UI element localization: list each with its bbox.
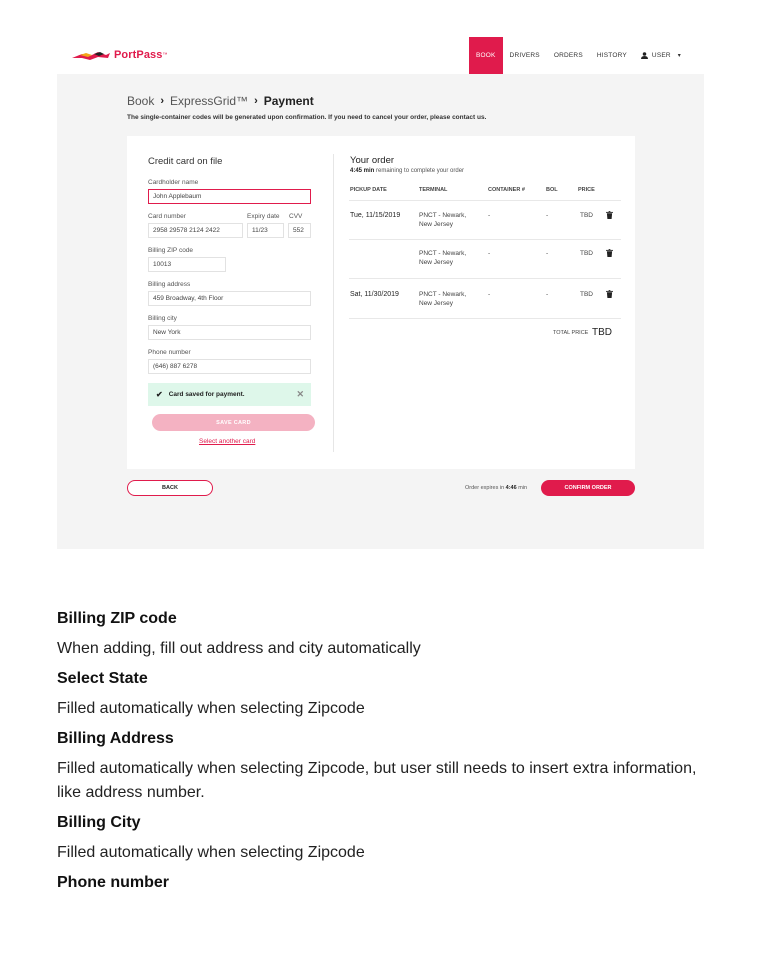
close-icon[interactable]: ✕: [296, 389, 304, 399]
nav-book[interactable]: BOOK: [469, 37, 503, 74]
order-title: Your order: [350, 155, 395, 166]
note-text: Filled automatically when selecting Zipcode, but user still needs to insert extra information, like address number.: [57, 760, 697, 801]
nav-drivers[interactable]: DRIVERS: [509, 52, 540, 59]
cvv-input[interactable]: 552: [288, 223, 311, 238]
card-number-label: Card number: [148, 213, 186, 220]
col-pickup-date: PICKUP DATE: [350, 187, 387, 193]
expiry-input[interactable]: 11/23: [247, 223, 284, 238]
row-container: -: [488, 212, 491, 219]
trash-icon[interactable]: [606, 290, 613, 298]
main-nav: [469, 37, 688, 74]
note-text: Filled automatically when selecting Zipcode: [57, 844, 365, 861]
brand-name: PortPass: [114, 49, 163, 61]
col-price: PRICE: [578, 187, 595, 193]
logo-flag-icon: [72, 49, 110, 61]
trash-icon[interactable]: [606, 249, 613, 257]
order-expires: [465, 485, 527, 491]
total-price-value: TBD: [592, 327, 612, 338]
breadcrumb-expressgrid[interactable]: ExpressGrid™: [170, 94, 249, 108]
remaining-time: 4:45 min: [350, 168, 375, 174]
main-canvas: [57, 74, 704, 549]
expires-suffix: min: [518, 485, 528, 491]
total-price-label: TOTAL PRICE: [553, 330, 589, 336]
user-label: USER: [651, 52, 671, 59]
select-another-card-link[interactable]: Select another card: [199, 438, 256, 445]
note-heading: Billing Address: [57, 730, 174, 747]
column-divider: [333, 154, 334, 452]
back-button[interactable]: BACK: [127, 480, 213, 496]
user-icon: [641, 52, 648, 59]
row-divider: [349, 278, 621, 279]
note-heading: Billing City: [57, 814, 141, 831]
cardholder-label: Cardholder name: [148, 179, 199, 186]
expires-time: 4:46: [505, 485, 517, 491]
remaining-text: remaining to complete your order: [376, 168, 465, 174]
header-divider: [349, 200, 621, 201]
payment-card: [127, 136, 635, 469]
address-label: Billing address: [148, 281, 191, 288]
row-bol: -: [546, 291, 549, 298]
row-container: -: [488, 250, 491, 257]
col-terminal: TERMINAL: [419, 187, 448, 193]
row-terminal-line2: New Jersey: [419, 221, 453, 228]
city-input[interactable]: New York: [148, 325, 311, 340]
chevron-right-icon: ›: [160, 95, 165, 107]
row-bol: -: [546, 250, 549, 257]
note-heading: Phone number: [57, 874, 170, 891]
cvv-label: CVV: [289, 213, 303, 220]
brand-tm: ™: [162, 52, 168, 58]
expires-prefix: Order expires in: [465, 485, 505, 491]
card-saved-alert: [148, 383, 311, 406]
row-date: Sat, 11/30/2019: [350, 291, 399, 298]
order-remaining: [350, 168, 464, 174]
col-bol: BOL: [546, 187, 558, 193]
nav-orders[interactable]: ORDERS: [553, 52, 583, 59]
note-text: Filled automatically when selecting Zipcode: [57, 700, 365, 717]
phone-input[interactable]: (646) 887 6278: [148, 359, 311, 374]
logo[interactable]: [72, 49, 168, 61]
chevron-down-icon: ▾: [677, 53, 681, 59]
check-icon: ✔: [156, 390, 163, 399]
row-terminal-line1: PNCT - Newark,: [419, 250, 467, 257]
row-divider: [349, 239, 621, 240]
spec-notes: [57, 610, 707, 892]
note-heading: Select State: [57, 670, 148, 687]
user-menu[interactable]: [634, 37, 688, 74]
card-form-title: Credit card on file: [148, 156, 223, 167]
nav-history[interactable]: HISTORY: [596, 52, 627, 59]
row-price: TBD: [580, 212, 593, 219]
row-price: TBD: [580, 291, 593, 298]
row-bol: -: [546, 212, 549, 219]
breadcrumb: [127, 94, 314, 108]
breadcrumb-book[interactable]: Book: [127, 94, 155, 108]
zip-input[interactable]: 10013: [148, 257, 226, 272]
expiry-label: Expiry date: [247, 213, 280, 220]
address-input[interactable]: 459 Broadway, 4th Floor: [148, 291, 311, 306]
row-container: -: [488, 291, 491, 298]
row-terminal-line2: New Jersey: [419, 300, 453, 307]
city-label: Billing city: [148, 315, 177, 322]
saved-message: Card saved for payment.: [168, 391, 245, 398]
col-container: CONTAINER #: [488, 187, 525, 193]
page-subtitle: The single-container codes will be generated upon confirmation. If you need to cancel your order, please contact us.: [127, 114, 487, 121]
confirm-order-button[interactable]: CONFIRM ORDER: [541, 480, 635, 496]
save-card-button[interactable]: SAVE CARD: [152, 414, 315, 431]
row-date: Tue, 11/15/2019: [350, 212, 401, 219]
breadcrumb-payment: Payment: [263, 94, 314, 108]
zip-label: Billing ZIP code: [148, 247, 194, 254]
top-bar: [0, 0, 768, 74]
card-number-input[interactable]: 2958 29578 2124 2422: [148, 223, 243, 238]
note-text: When adding, fill out address and city automatically: [57, 640, 421, 657]
note-heading: Billing ZIP code: [57, 610, 177, 627]
row-terminal-line2: New Jersey: [419, 259, 453, 266]
chevron-right-icon: ›: [254, 95, 258, 107]
row-divider: [349, 318, 621, 319]
row-terminal-line1: PNCT - Newark,: [419, 291, 467, 298]
cardholder-input[interactable]: John Applebaum: [148, 189, 311, 204]
trash-icon[interactable]: [606, 211, 613, 219]
row-terminal-line1: PNCT - Newark,: [419, 212, 467, 219]
row-price: TBD: [580, 250, 593, 257]
phone-label: Phone number: [148, 349, 191, 356]
